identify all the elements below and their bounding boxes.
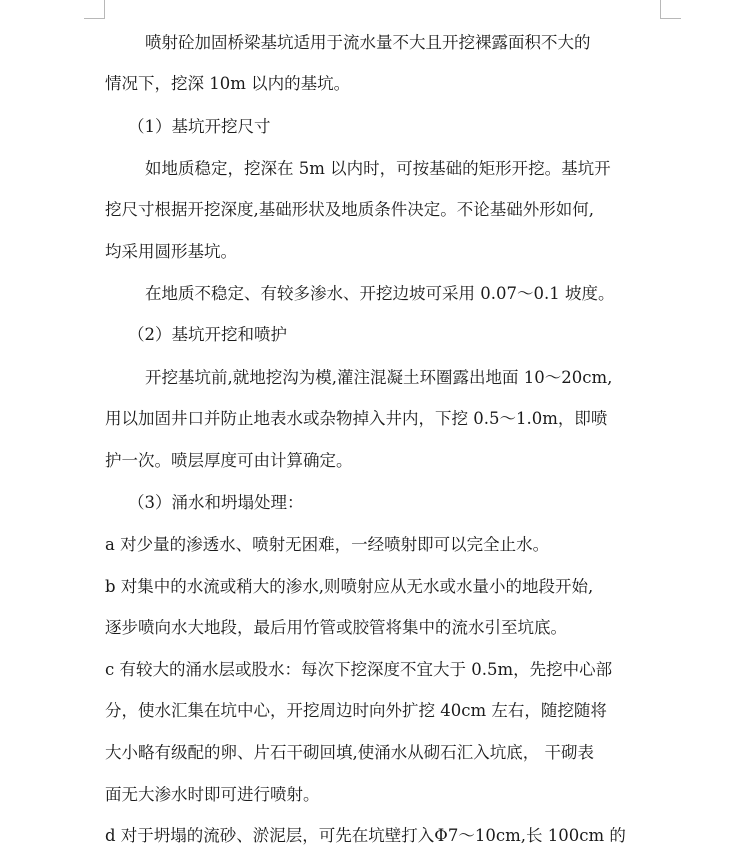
page-corner-mark-right <box>660 0 681 19</box>
paragraph-line: c 有较大的涌水层或股水：每次下挖深度不宜大于 0.5m，先挖中心部 <box>105 660 613 679</box>
paragraph-line: b 对集中的水流或稍大的渗水,则喷射应从无水或水量小的地段开始, <box>105 577 594 596</box>
paragraph-line: a 对少量的渗透水、喷射无困难，一经喷射即可以完全止水。 <box>105 535 550 554</box>
paragraph-line: 在地质不稳定、有较多渗水、开挖边坡可采用 0.07～0.1 坡度。 <box>145 284 615 303</box>
paragraph-line: 逐步喷向水大地段，最后用竹管或胶管将集中的流水引至坑底。 <box>105 618 567 637</box>
paragraph-line: 用以加固井口并防止地表水或杂物掉入井内，下挖 0.5～1.0m，即喷 <box>105 409 608 428</box>
paragraph-line: 情况下，挖深 10m 以内的基坑。 <box>105 74 351 93</box>
section-heading: （2）基坑开挖和喷护 <box>128 325 287 344</box>
paragraph-line: 护一次。喷层厚度可由计算确定。 <box>105 451 353 470</box>
paragraph-line: d 对于坍塌的流砂、淤泥层，可先在坑壁打入Φ7～10cm,长 100cm 的 <box>105 826 626 845</box>
paragraph-line: 开挖基坑前,就地挖沟为模,灌注混凝土环圈露出地面 10～20cm, <box>145 368 613 387</box>
paragraph-line: 分，使水汇集在坑中心，开挖周边时向外扩挖 40cm 左右，随挖随将 <box>105 701 607 720</box>
section-heading: （3）涌水和坍塌处理： <box>128 493 304 512</box>
section-heading: （1）基坑开挖尺寸 <box>128 117 271 136</box>
page-corner-mark-left <box>84 0 105 19</box>
paragraph-line: 面无大渗水时即可进行喷射。 <box>105 785 320 804</box>
paragraph-line: 大小略有级配的卵、片石干砌回填,使涌水从砌石汇入坑底， 干砌表 <box>105 743 594 762</box>
paragraph-line: 挖尺寸根据开挖深度,基础形状及地质条件决定。不论基础外形如何, <box>105 200 594 219</box>
paragraph-line: 如地质稳定，挖深在 5m 以内时，可按基础的矩形开挖。基坑开 <box>145 159 611 178</box>
paragraph-line: 喷射砼加固桥梁基坑适用于流水量不大且开挖裸露面积不大的 <box>145 33 591 52</box>
paragraph-line: 均采用圆形基坑。 <box>105 242 237 261</box>
